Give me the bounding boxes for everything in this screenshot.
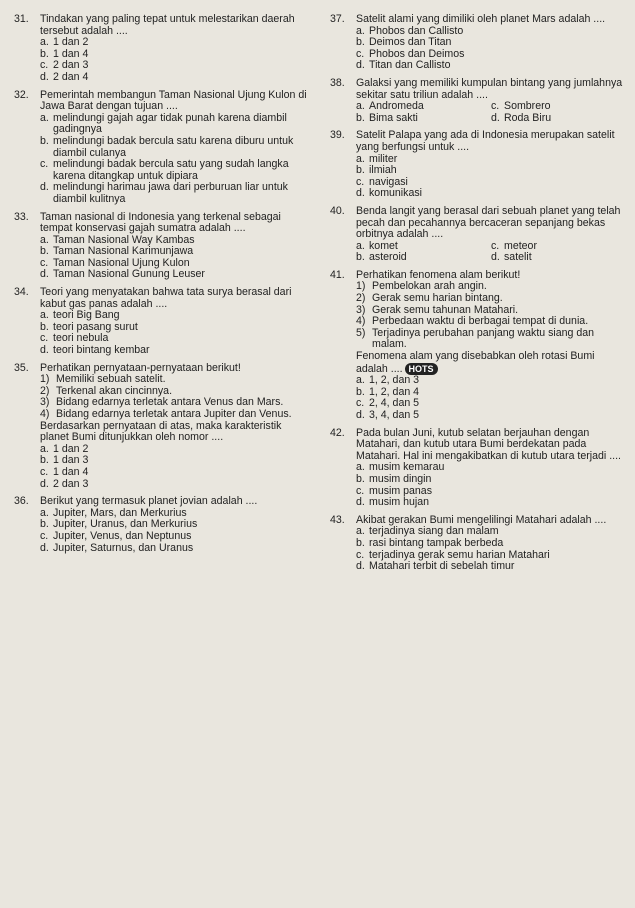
option-text: meteor	[504, 239, 537, 252]
answer-options	[356, 375, 626, 421]
answer-options	[40, 444, 310, 490]
answer-options	[40, 235, 310, 281]
question-number: 38.	[330, 76, 345, 89]
option-text: musim kemarau	[369, 461, 445, 474]
answer-option[interactable]	[40, 182, 310, 205]
answer-option[interactable]	[40, 72, 310, 84]
option-letter: b.	[356, 251, 365, 264]
question-text: Berikut yang termasuk planet jovian adalah ....	[40, 495, 258, 508]
question-closing	[356, 351, 626, 375]
question-text: Galaksi yang memiliki kumpulan bintang yang jumlahnya sekitar satu triliun adalah ....	[356, 76, 623, 101]
option-text: komunikasi	[369, 187, 422, 200]
option-text: Taman Nasional Way Kambas	[53, 233, 195, 246]
question-stem	[330, 130, 626, 153]
option-text: Bima sakti	[369, 111, 418, 124]
answer-option[interactable]	[356, 561, 626, 573]
question-stem	[14, 287, 310, 310]
option-letter: c.	[40, 465, 49, 478]
answer-option[interactable]	[491, 252, 626, 264]
option-text: rasi bintang tampak berbeda	[369, 536, 504, 549]
option-letter: b.	[40, 454, 49, 467]
answer-option[interactable]	[40, 269, 310, 281]
option-letter: d.	[40, 541, 49, 554]
statement-item	[356, 293, 626, 305]
answer-options	[40, 113, 310, 206]
option-text: 2 dan 3	[53, 477, 89, 490]
option-text: Andromeda	[369, 100, 424, 113]
option-text: 2, 4, dan 5	[369, 397, 420, 410]
option-text: terjadinya gerak semu harian Matahari	[369, 548, 550, 561]
question-number: 32.	[14, 88, 29, 101]
answer-option[interactable]	[40, 113, 310, 136]
question-text: Perhatikan fenomena alam berikut!	[356, 268, 521, 281]
answer-options	[40, 37, 310, 83]
option-letter: d.	[356, 560, 365, 573]
answer-option[interactable]	[40, 479, 310, 491]
question-text: Benda langit yang berasal dari sebuah planet yang telah pecah dan pecahannya bercaceran sepanjang bekas orbitnya adalah ....	[356, 204, 621, 241]
statement-number: 1)	[40, 373, 50, 386]
option-letter: d.	[40, 477, 49, 490]
option-letter: d.	[356, 409, 365, 421]
option-text: Jupiter, Mars, dan Merkurius	[53, 506, 187, 519]
option-letter: c.	[40, 529, 49, 542]
question-text: Satelit alami yang dimiliki oleh planet Mars adalah ....	[356, 13, 606, 25]
option-letter: d.	[40, 181, 49, 194]
option-text: Sombrero	[504, 100, 551, 113]
option-text: Taman Nasional Karimunjawa	[53, 245, 194, 258]
option-letter: d.	[356, 496, 365, 509]
statement-text: Gerak semu harian bintang.	[372, 292, 503, 305]
answer-option[interactable]	[40, 159, 310, 182]
question-number: 36.	[14, 495, 29, 508]
option-letter: a.	[40, 111, 49, 124]
question-36	[14, 496, 310, 554]
question-42	[330, 428, 626, 509]
option-letter: b.	[40, 518, 49, 531]
option-letter: d.	[491, 251, 500, 264]
answer-options	[356, 526, 626, 572]
option-text: melindungi gajah agar tidak punah karena diambil gadingnya	[53, 111, 287, 136]
option-letter: b.	[40, 245, 49, 258]
option-text: 1 dan 2	[53, 442, 89, 455]
option-letter: d.	[40, 344, 49, 357]
option-text: 3, 4, dan 5	[369, 409, 420, 421]
option-text: teori Big Bang	[53, 309, 120, 322]
option-text: Taman Nasional Ujung Kulon	[53, 256, 190, 269]
statement-text: Gerak semu tahunan Matahari.	[372, 303, 519, 316]
question-text: Satelit Palapa yang ada di Indonesia merupakan satelit yang berfungsi untuk ....	[356, 129, 615, 153]
question-number: 39.	[330, 129, 345, 142]
option-letter: b.	[40, 134, 49, 147]
answer-option[interactable]	[356, 474, 626, 486]
question-32	[14, 90, 310, 206]
question-stem	[14, 212, 310, 235]
question-35	[14, 363, 310, 491]
statement-text: Terkenal akan cincinnya.	[56, 384, 173, 397]
question-number: 33.	[14, 210, 29, 223]
question-number: 41.	[330, 268, 345, 281]
option-letter: a.	[40, 442, 49, 455]
option-text: Matahari terbit di sebelah timur	[369, 560, 515, 573]
option-letter: d.	[40, 268, 49, 281]
option-text: komet	[369, 239, 398, 252]
left-column	[14, 14, 310, 560]
option-letter: d.	[356, 187, 365, 200]
answer-option[interactable]	[356, 252, 491, 264]
question-number: 40.	[330, 204, 345, 217]
option-letter: a.	[356, 374, 365, 387]
option-text: Jupiter, Uranus, dan Merkurius	[53, 518, 198, 531]
option-text: satelit	[504, 251, 532, 264]
option-text: 1 dan 2	[53, 36, 89, 49]
statement-text: Pembelokan arah angin.	[372, 280, 487, 293]
answer-option[interactable]	[356, 165, 626, 177]
option-text: Titan dan Callisto	[369, 59, 451, 72]
statement-text: Perbedaan waktu di berbagai tempat di dunia.	[372, 315, 589, 328]
option-text: Roda Biru	[504, 111, 552, 124]
answer-options	[40, 508, 310, 554]
option-text: 1 dan 3	[53, 454, 89, 467]
option-letter: a.	[356, 239, 365, 252]
option-letter: a.	[356, 100, 365, 113]
option-text: terjadinya siang dan malam	[369, 525, 499, 538]
question-text: Perhatikan pernyataan-pernyataan berikut!	[40, 361, 241, 374]
question-stem	[330, 78, 626, 101]
option-text: melindungi harimau jawa dari perburuan liar untuk diambil kulitnya	[53, 181, 288, 205]
option-letter: c.	[40, 59, 49, 72]
answer-option[interactable]	[40, 531, 310, 543]
question-34	[14, 287, 310, 357]
statement-text: Bidang edarnya terletak antara Jupiter dan Venus.	[56, 408, 292, 420]
option-letter: d.	[40, 70, 49, 83]
option-text: 1, 2, dan 3	[369, 374, 420, 387]
statement-number: 4)	[356, 315, 366, 328]
question-37	[330, 14, 626, 72]
option-letter: a.	[356, 525, 365, 538]
option-letter: c.	[40, 332, 49, 345]
question-40	[330, 206, 626, 264]
option-text: Phobos dan Deimos	[369, 47, 465, 60]
question-closing	[40, 421, 310, 444]
option-letter: c.	[491, 239, 500, 252]
answer-options	[356, 26, 626, 72]
option-text: musim panas	[369, 484, 432, 497]
question-number: 35.	[14, 361, 29, 374]
option-letter: d.	[356, 59, 365, 72]
option-letter: b.	[356, 385, 365, 398]
statement-number: 3)	[40, 396, 50, 409]
answer-options-grid	[356, 101, 626, 124]
option-text: 1 dan 4	[53, 47, 89, 60]
option-letter: a.	[40, 506, 49, 519]
question-text: Akibat gerakan Bumi mengelilingi Matahari adalah ....	[356, 513, 607, 526]
option-text: teori bintang kembar	[53, 344, 150, 357]
answer-options-grid	[356, 241, 626, 264]
option-text: asteroid	[369, 251, 407, 264]
answer-option[interactable]	[40, 345, 310, 357]
statement-item	[356, 328, 626, 351]
answer-option[interactable]	[491, 113, 626, 125]
option-letter: c.	[356, 175, 365, 188]
option-text: musim hujan	[369, 496, 430, 509]
question-stem	[330, 14, 626, 26]
question-number: 34.	[14, 286, 29, 299]
statement-number: 5)	[356, 326, 366, 339]
option-letter: c.	[356, 397, 365, 410]
option-text: Deimos dan Titan	[369, 36, 452, 49]
option-text: ilmiah	[369, 164, 397, 177]
question-stem	[330, 428, 626, 463]
question-stem	[14, 14, 310, 37]
question-number: 37.	[330, 13, 345, 25]
option-letter: a.	[356, 461, 365, 474]
question-31	[14, 14, 310, 84]
option-text: melindungi badak bercula satu yang sudah langka karena ditangkap untuk dipiara	[53, 158, 289, 182]
answer-option[interactable]	[40, 467, 310, 479]
closing-text: Fenomena alam yang disebabkan oleh rotasi Bumi adalah ....	[356, 350, 595, 375]
option-text: 1, 2, dan 4	[369, 385, 420, 398]
option-text: militer	[369, 152, 398, 165]
option-letter: c.	[356, 548, 365, 561]
answer-option[interactable]	[356, 410, 626, 422]
option-letter: b.	[356, 472, 365, 485]
question-41	[330, 270, 626, 422]
option-text: teori nebula	[53, 332, 109, 345]
question-33	[14, 212, 310, 282]
question-text: Pada bulan Juni, kutub selatan berjauhan dengan Matahari, dan kutub utara Bumi berdekatan pada Matahari. Hal ini mengakibatkan di kutub utara terjadi ....	[356, 426, 621, 462]
statement-number: 2)	[40, 384, 50, 397]
statement-number: 1)	[356, 280, 366, 293]
option-letter: b.	[356, 111, 365, 124]
answer-option[interactable]	[356, 60, 626, 72]
option-letter: b.	[40, 47, 49, 60]
question-text: Pemerintah membangun Taman Nasional Ujung Kulon di Jawa Barat dengan tujuan ....	[40, 88, 307, 113]
right-column	[330, 14, 626, 579]
option-text: Jupiter, Saturnus, dan Uranus	[53, 541, 194, 554]
question-text: Tindakan yang paling tepat untuk melestarikan daerah tersebut adalah ....	[40, 13, 295, 37]
option-text: musim dingin	[369, 472, 432, 485]
option-text: 1 dan 4	[53, 465, 89, 478]
answer-option[interactable]	[356, 497, 626, 509]
statement-text: Memiliki sebuah satelit.	[56, 373, 166, 386]
answer-options	[356, 154, 626, 200]
statement-text: Bidang edarnya terletak antara Venus dan Mars.	[56, 396, 284, 409]
answer-option[interactable]	[356, 113, 491, 125]
answer-option[interactable]	[491, 101, 626, 113]
statement-number: 4)	[40, 408, 50, 420]
question-stem	[330, 206, 626, 241]
statement-number: 2)	[356, 292, 366, 305]
question-text: Taman nasional di Indonesia yang terkenal sebagai tempat konservasi gajah sumatra adalah ....	[40, 210, 281, 235]
option-letter: b.	[356, 164, 365, 177]
option-text: navigasi	[369, 175, 408, 188]
option-letter: b.	[356, 36, 365, 49]
option-text: teori pasang surut	[53, 320, 138, 333]
option-text: Jupiter, Venus, dan Neptunus	[53, 529, 192, 542]
option-letter: a.	[356, 24, 365, 37]
statement-text: Terjadinya perubahan panjang waktu siang dan malam.	[372, 326, 595, 351]
option-letter: a.	[40, 36, 49, 49]
question-number: 42.	[330, 426, 345, 439]
answer-option[interactable]	[40, 543, 310, 555]
option-letter: c.	[40, 256, 49, 269]
hots-badge: HOTS	[405, 363, 438, 375]
option-letter: c.	[356, 47, 365, 60]
question-text: Teori yang menyatakan bahwa tata surya berasal dari kabut gas panas adalah ....	[40, 286, 292, 310]
question-stem	[14, 90, 310, 113]
option-text: Phobos dan Callisto	[369, 24, 464, 37]
answer-option[interactable]	[356, 101, 491, 113]
question-39	[330, 130, 626, 200]
option-text: Taman Nasional Gunung Leuser	[53, 268, 205, 281]
answer-option[interactable]	[40, 136, 310, 159]
answer-option[interactable]	[356, 538, 626, 550]
answer-option[interactable]	[356, 188, 626, 200]
option-text: 2 dan 3	[53, 59, 89, 72]
statement-number: 3)	[356, 303, 366, 316]
option-letter: a.	[40, 309, 49, 322]
option-letter: d.	[491, 111, 500, 124]
option-letter: a.	[40, 233, 49, 246]
option-letter: b.	[40, 320, 49, 333]
answer-options	[356, 462, 626, 508]
option-letter: c.	[40, 158, 49, 171]
option-text: 2 dan 4	[53, 70, 89, 83]
option-letter: c.	[491, 100, 500, 113]
option-letter: c.	[356, 484, 365, 497]
answer-options	[40, 310, 310, 356]
question-38	[330, 78, 626, 124]
option-letter: a.	[356, 152, 365, 165]
question-number: 43.	[330, 513, 345, 526]
question-number: 31.	[14, 13, 29, 25]
option-letter: b.	[356, 536, 365, 549]
question-43	[330, 515, 626, 573]
option-text: melindungi badak bercula satu karena diburu untuk diambil culanya	[53, 134, 294, 159]
closing-text: Berdasarkan pernyataan di atas, maka karakteristik planet Bumi ditunjukkan oleh nomor ....	[40, 419, 282, 444]
question-stem	[14, 496, 310, 508]
